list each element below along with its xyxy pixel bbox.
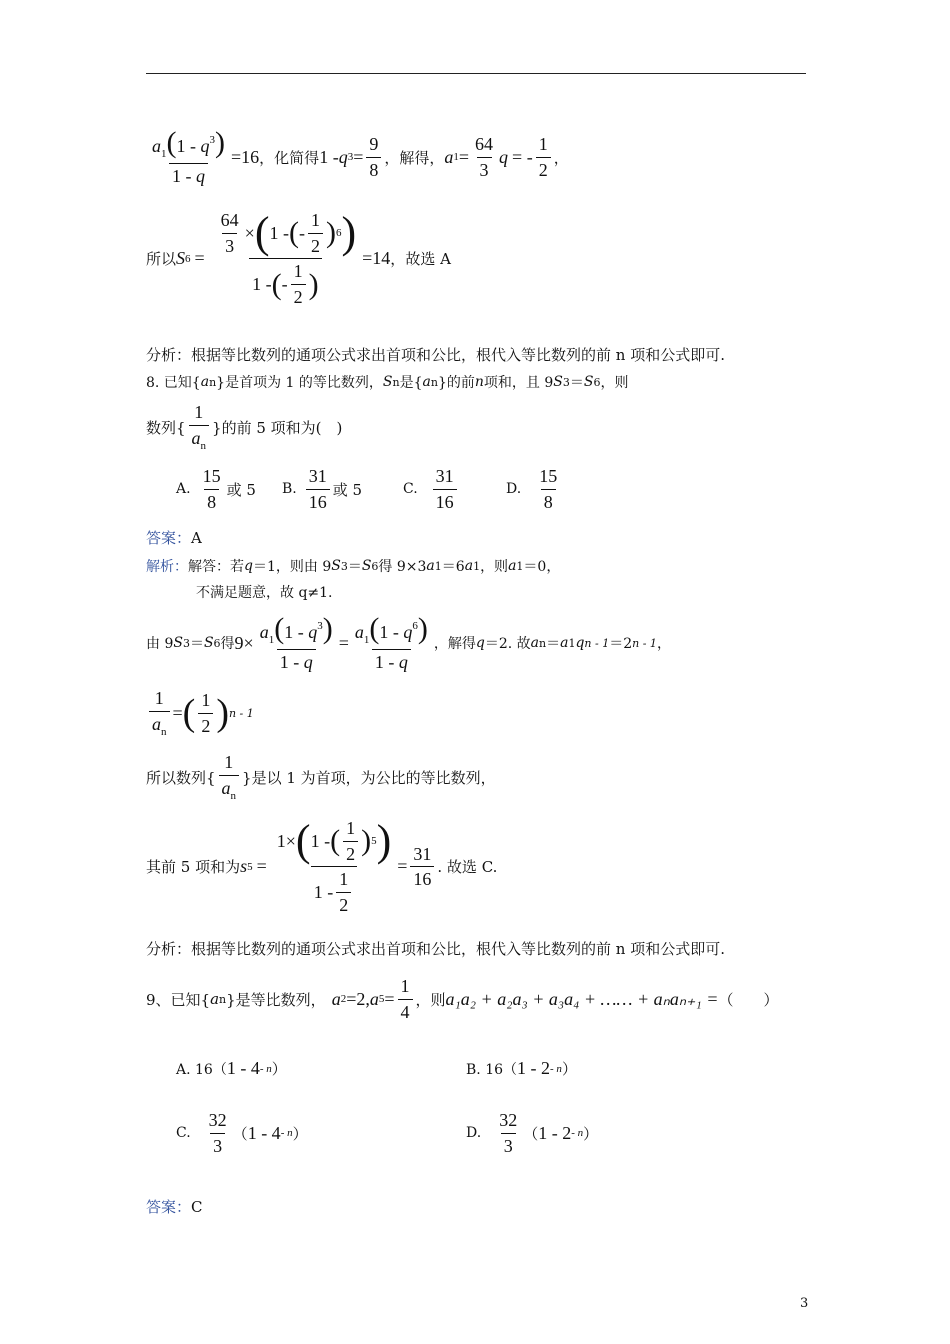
- math-token: D.: [506, 481, 522, 498]
- math-token: 2: [291, 284, 306, 308]
- math-part: [291, 261, 306, 307]
- math-token: 项和，且 9: [483, 375, 554, 391]
- math-token: 或 5: [226, 480, 256, 499]
- question-8-line-1: [146, 372, 628, 392]
- math-token: =: [338, 632, 349, 653]
- math-token: 或 5: [332, 480, 363, 499]
- math-part: [352, 614, 431, 672]
- math-token: ）: [292, 1124, 308, 1143]
- math-token: 1: [434, 559, 442, 573]
- math-token: 1 - 4: [226, 1058, 260, 1078]
- math-token: a: [191, 427, 201, 448]
- math-token: ×: [244, 222, 255, 243]
- math-token: 31: [308, 466, 327, 486]
- eq-sign: =: [353, 146, 364, 167]
- math-token: ＝6: [441, 559, 465, 575]
- math-token: 1: [201, 689, 211, 710]
- math-token: 3: [222, 233, 237, 257]
- math-token: B. 16（: [466, 1061, 518, 1078]
- math-part: [277, 649, 316, 673]
- math-part: (: [288, 216, 299, 250]
- math-part: [198, 690, 213, 736]
- math-token: ＝2. 故: [484, 636, 531, 653]
- math-token: q: [244, 558, 253, 574]
- sub-6: 6: [185, 252, 191, 265]
- math-part: ): [308, 267, 319, 301]
- comma: ，: [553, 148, 569, 167]
- math-token: n: [161, 725, 167, 738]
- math-token: D.: [466, 1125, 482, 1142]
- math-token: ，解得: [433, 636, 476, 653]
- math-part: (: [166, 126, 177, 159]
- math-part: [218, 210, 242, 256]
- math-token: a: [200, 374, 210, 390]
- math-token: 8: [366, 157, 381, 181]
- math-token: 分析：根据等比数列的通项公式求出首项和公比，根代入等比数列的前 n 项和公式即可.: [146, 346, 725, 364]
- fraction-1-2: [536, 134, 551, 180]
- math-token: ＝0，: [523, 559, 561, 575]
- fraction-s6: [212, 210, 359, 308]
- math-token: 1: [154, 688, 164, 708]
- math-token: 得: [220, 636, 235, 653]
- math-token: 1: [310, 210, 320, 230]
- math-token: 1: [568, 636, 576, 650]
- math-part: [343, 818, 358, 864]
- math-token: 6: [593, 375, 601, 389]
- math-token: 3: [317, 620, 323, 632]
- var-q: q: [499, 146, 509, 167]
- math-token: 1: [400, 976, 410, 996]
- fraction-sum-formula: [149, 128, 228, 186]
- math-token: q: [308, 622, 318, 642]
- fraction-64-3: [472, 134, 496, 180]
- math-part: [311, 866, 358, 915]
- math-token: 2: [336, 892, 351, 916]
- math-token: 1: [268, 634, 275, 646]
- math-part: ): [322, 612, 333, 645]
- math-token: C.: [176, 1125, 191, 1142]
- math-token: 1 - 2: [538, 1122, 572, 1143]
- option-9c[interactable]: [176, 1110, 308, 1156]
- math-token: 则: [430, 990, 446, 1009]
- math-token: s: [240, 856, 248, 877]
- math-part: [257, 614, 336, 649]
- text-1minus: 1 -: [176, 136, 201, 156]
- math-part: [200, 466, 224, 512]
- math-token: ＝: [546, 636, 561, 653]
- math-part: [149, 711, 170, 739]
- math-token: 所以数列{: [146, 768, 216, 787]
- text-therefore: 所以: [146, 250, 177, 269]
- option-9a[interactable]: [176, 1058, 287, 1079]
- text-choose-a: 故选 A: [405, 250, 451, 269]
- math-part: [352, 614, 431, 649]
- math-token: a: [422, 374, 431, 390]
- math-token: 1 -: [310, 830, 331, 851]
- math-token: ，则: [480, 559, 509, 575]
- math-token: a: [259, 622, 269, 642]
- jiexi-line-4: [146, 688, 254, 738]
- math-token: a₁a₂ + a₂a₃ + a₃a₄ + …… + aₙaₙ₊₁ =: [445, 988, 719, 1009]
- math-token: 6: [335, 226, 342, 239]
- math-token: 2: [198, 713, 213, 737]
- math-part: ): [215, 126, 225, 159]
- math-token: 16: [410, 866, 434, 890]
- math-token: a: [560, 635, 569, 652]
- math-token: ＝1，则由 9: [252, 559, 332, 575]
- math-token: （: [232, 1124, 248, 1143]
- math-token: 3: [501, 1133, 516, 1157]
- math-token: q: [303, 651, 313, 672]
- math-token: 3: [340, 559, 348, 573]
- math-token: n - 1: [632, 636, 657, 650]
- math-part: (: [271, 267, 282, 301]
- math-token: =: [397, 856, 408, 877]
- math-token: n: [230, 789, 237, 802]
- math-token: }是以 1 为首项，为公比的等比数列，: [242, 768, 496, 787]
- math-token: 解析：: [146, 559, 188, 575]
- math-token: 1 -: [279, 651, 304, 672]
- math-token: A: [191, 528, 202, 547]
- math-token: 答案：: [146, 1198, 192, 1216]
- math-token: C: [191, 1197, 203, 1216]
- math-token: 2: [308, 233, 323, 257]
- eq-14: =14: [362, 248, 391, 269]
- math-token: 1: [516, 559, 524, 573]
- math-part: ): [361, 824, 372, 858]
- math-token: =: [256, 856, 267, 877]
- math-token: n: [219, 992, 227, 1006]
- math-token: 得 9×3: [378, 559, 427, 575]
- jiexi-line-1: [146, 556, 560, 576]
- math-token: 1: [473, 559, 481, 573]
- math-token: ，: [656, 636, 671, 653]
- math-token: 1: [276, 830, 286, 851]
- math-token: 1: [194, 402, 204, 422]
- analysis-1: [146, 344, 725, 365]
- math-token: ＝: [569, 375, 584, 391]
- jiexi-line-2: [196, 582, 333, 602]
- eq-sign: =: [458, 146, 470, 167]
- math-token: q: [575, 635, 585, 652]
- math-part: [433, 466, 457, 512]
- math-part: (: [274, 612, 285, 645]
- math-token: S: [173, 635, 183, 652]
- math-token: ＝: [347, 559, 362, 575]
- math-token: 是{: [399, 375, 423, 391]
- question-8-line-2: [146, 402, 342, 452]
- math-token: 1: [346, 818, 356, 838]
- math-token: 64: [220, 210, 239, 230]
- var-q: q: [196, 165, 205, 186]
- answer-8: [146, 527, 202, 548]
- var-S: S: [176, 248, 186, 269]
- math-token: =: [172, 702, 183, 723]
- math-part: (: [182, 692, 196, 735]
- math-token: n: [539, 636, 547, 650]
- math-token: 1 -: [269, 222, 289, 243]
- math-token: a: [464, 558, 474, 574]
- math-token: 16: [306, 489, 330, 513]
- math-token: 数列{: [146, 418, 186, 437]
- math-part: [169, 163, 208, 187]
- math-token: n: [474, 374, 484, 390]
- text-1minus: 1 -: [172, 165, 196, 186]
- math-token: ）: [271, 1060, 287, 1078]
- math-token: 6: [213, 636, 221, 650]
- math-token: 其前 5 项和为: [146, 858, 241, 877]
- math-token: a: [354, 622, 364, 642]
- var-a: a: [444, 146, 454, 167]
- math-token: a: [426, 558, 435, 574]
- math-token: 1: [224, 752, 234, 772]
- math-token: 1 -: [284, 622, 309, 642]
- var-a: a: [152, 136, 161, 156]
- math-part: [206, 1110, 230, 1156]
- option-9d[interactable]: [466, 1110, 598, 1156]
- math-token: 1 -: [374, 651, 399, 672]
- math-token: a: [508, 558, 517, 574]
- math-token: }的前: [437, 375, 475, 391]
- math-token: ×: [243, 632, 254, 653]
- math-token: 由 9: [146, 636, 174, 653]
- comma: ，: [384, 148, 400, 167]
- math-part: [274, 818, 394, 866]
- question-9: [146, 976, 778, 1022]
- analysis-2: [146, 938, 725, 959]
- math-token: 5: [247, 860, 253, 873]
- math-token: n: [209, 375, 217, 389]
- math-token: 31: [413, 843, 432, 864]
- math-token: 3: [477, 157, 492, 181]
- comma: ，: [259, 148, 275, 167]
- math-part: [410, 844, 434, 890]
- math-token: 5: [378, 993, 385, 1006]
- math-token: 3: [210, 1133, 225, 1157]
- math-token: 分析：根据等比数列的通项公式求出首项和公比，根代入等比数列的前 n 项和公式即可.: [146, 940, 725, 958]
- math-token: }是首项为 1 的等比数列，: [216, 375, 383, 391]
- math-part: [336, 869, 351, 915]
- math-part: [189, 425, 210, 453]
- math-part: [372, 649, 411, 673]
- eq-16: =16: [231, 146, 260, 167]
- math-part: [149, 128, 228, 163]
- math-token: S: [382, 374, 393, 390]
- var-q: q: [200, 136, 210, 156]
- eq-neg: = -: [512, 146, 533, 167]
- math-token: q: [403, 622, 413, 642]
- math-part: ): [325, 216, 336, 250]
- math-token: ＝: [189, 636, 204, 653]
- option-d[interactable]: [506, 466, 563, 512]
- option-9b[interactable]: [466, 1058, 577, 1079]
- math-part: (: [330, 824, 341, 858]
- math-token: S: [583, 374, 594, 390]
- math-token: 2: [340, 993, 347, 1006]
- math-token: 不满足题意，故 q≠1.: [196, 585, 333, 601]
- math-token: n - 1: [228, 706, 254, 720]
- sup-3: 3: [347, 151, 354, 164]
- math-token: 1 -: [252, 274, 272, 295]
- math-token: 1: [293, 261, 303, 282]
- math-token: 15: [202, 466, 221, 486]
- math-token: =2,: [346, 988, 370, 1009]
- math-token: 15: [539, 466, 558, 486]
- solution-line-1: [146, 128, 569, 186]
- math-part: [219, 775, 240, 803]
- math-token: n: [430, 375, 438, 389]
- math-part: ): [216, 692, 229, 735]
- math-token: a: [210, 990, 220, 1009]
- math-token: a: [369, 988, 379, 1009]
- header-rule: [146, 73, 806, 74]
- math-token: 解答：若: [188, 559, 244, 575]
- math-token: 1 -: [313, 882, 334, 903]
- math-token: 5: [371, 834, 377, 847]
- math-part: [212, 210, 359, 258]
- option-b[interactable]: [282, 466, 362, 512]
- math-token: - n: [550, 1062, 562, 1075]
- math-token: 8: [541, 489, 556, 513]
- math-token: 2: [536, 157, 551, 181]
- math-part: [149, 688, 170, 738]
- math-token: 3: [562, 375, 570, 389]
- math-token: 32: [208, 1110, 227, 1130]
- math-part: [257, 614, 336, 672]
- text-simplify: 化简得: [274, 148, 320, 167]
- math-token: 8: [204, 489, 219, 513]
- eq-sign: =: [194, 248, 205, 269]
- math-token: A.: [176, 481, 191, 498]
- math-token: a: [152, 713, 161, 734]
- math-token: a: [530, 635, 539, 652]
- math-token: 答案：: [146, 529, 192, 547]
- math-token: 64: [475, 133, 494, 154]
- sub-1: 1: [161, 148, 167, 160]
- answer-9: [146, 1196, 203, 1217]
- math-token: -: [298, 222, 305, 243]
- math-token: 32: [499, 1110, 518, 1130]
- math-token: }的前 5 项和为( ): [212, 418, 343, 437]
- sub-1: 1: [453, 151, 459, 164]
- math-part: ): [341, 208, 357, 258]
- math-token: ）: [583, 1124, 599, 1143]
- math-part: (: [295, 816, 311, 866]
- math-token: 9、已知{: [146, 990, 211, 1009]
- math-token: 3: [182, 636, 190, 650]
- math-part: (: [254, 208, 270, 258]
- math-part: [536, 466, 560, 512]
- math-token: a: [221, 777, 231, 798]
- math-part: ): [417, 612, 428, 645]
- math-part: [219, 752, 240, 802]
- math-token: 6: [412, 620, 418, 632]
- math-token: -: [281, 274, 288, 295]
- math-token: S: [331, 558, 341, 574]
- math-token: C.: [403, 481, 418, 498]
- math-part: [496, 1110, 520, 1156]
- math-token: 6: [371, 559, 379, 573]
- math-part: (: [369, 612, 380, 645]
- option-c[interactable]: [403, 466, 460, 512]
- fraction-s5: [274, 818, 394, 916]
- var-q: q: [338, 146, 348, 167]
- solution-line-s6: [146, 210, 451, 308]
- text-1minus: 1 -: [319, 146, 339, 167]
- math-token: S: [361, 558, 372, 574]
- math-token: 1: [339, 869, 349, 890]
- math-token: S: [553, 374, 563, 390]
- comma: ，: [429, 148, 445, 167]
- math-token: n: [392, 375, 400, 389]
- math-token: . 故选 C.: [437, 858, 498, 877]
- math-token: }是等比数列，: [226, 990, 326, 1009]
- math-token: 2: [343, 841, 358, 865]
- math-part: [189, 402, 210, 452]
- math-token: 1: [363, 634, 370, 646]
- math-token: 1 - 2: [517, 1058, 551, 1078]
- math-token: ×: [285, 830, 296, 851]
- math-token: - n: [259, 1062, 272, 1075]
- fraction-9-8: [366, 134, 381, 180]
- math-part: ): [376, 816, 392, 866]
- math-token: ）: [561, 1060, 577, 1078]
- math-token: 9: [369, 133, 379, 154]
- math-token: 16: [433, 489, 457, 513]
- comma: ，: [390, 250, 406, 269]
- math-token: ，则: [600, 375, 629, 391]
- text-solved: 解得: [399, 148, 430, 167]
- jiexi-line-5: [146, 752, 496, 802]
- math-token: A. 16（: [176, 1061, 227, 1078]
- math-token: ，: [415, 990, 431, 1009]
- page-number: 3: [800, 1296, 809, 1311]
- math-token: 31: [435, 466, 454, 486]
- math-token: n: [200, 439, 207, 452]
- math-token: 1 -: [379, 622, 404, 642]
- math-token: q: [398, 651, 408, 672]
- math-token: ＝2: [609, 636, 633, 653]
- math-token: 1 - 4: [247, 1122, 281, 1143]
- jiexi-line-3: [146, 614, 671, 672]
- math-token: - n: [571, 1127, 584, 1140]
- option-a[interactable]: [176, 466, 256, 512]
- math-token: （: [523, 1124, 539, 1143]
- math-part: [249, 258, 322, 307]
- math-token: （ ）: [718, 990, 779, 1009]
- math-token: - n: [280, 1127, 293, 1140]
- sup-3: 3: [209, 134, 215, 146]
- math-token: n - 1: [584, 636, 610, 650]
- math-token: 8. 已知{: [146, 375, 201, 391]
- math-token: a: [331, 988, 341, 1009]
- math-token: 9: [234, 632, 244, 653]
- math-token: 4: [398, 999, 413, 1023]
- math-part: [398, 976, 413, 1022]
- math-token: B.: [282, 481, 297, 498]
- math-part: [308, 210, 323, 256]
- math-token: =: [384, 988, 395, 1009]
- jiexi-line-6: [146, 818, 497, 916]
- math-token: 1: [538, 133, 548, 154]
- math-token: S: [203, 635, 214, 652]
- math-part: [306, 466, 330, 512]
- math-token: q: [475, 635, 485, 652]
